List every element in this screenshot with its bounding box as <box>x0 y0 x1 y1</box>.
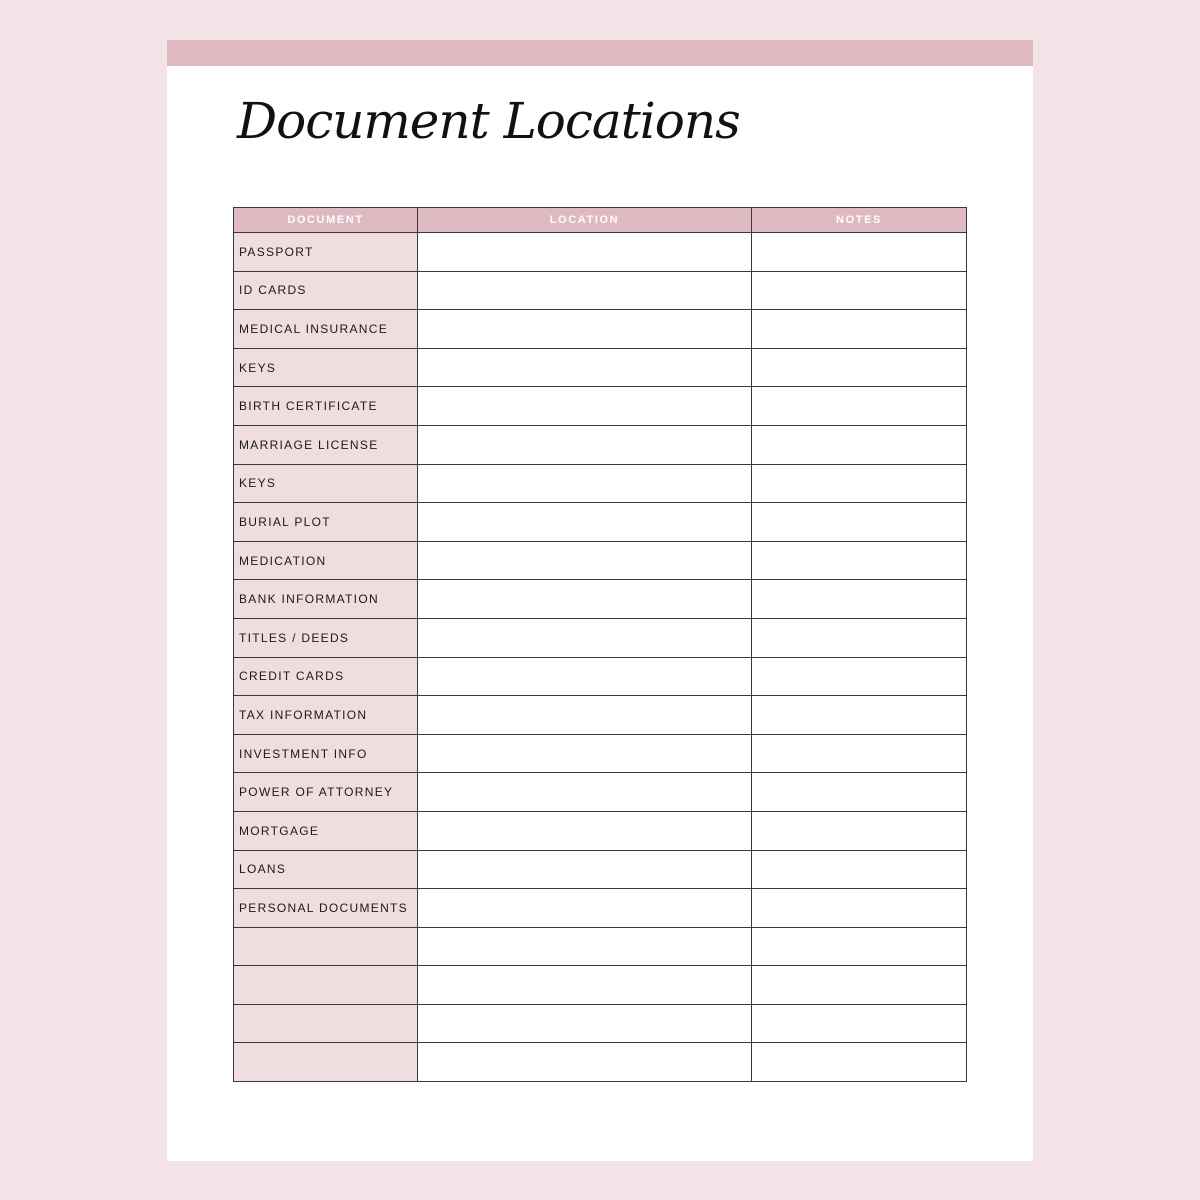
table-row <box>234 811 967 850</box>
notes-cell[interactable] <box>752 618 967 657</box>
document-locations-table <box>233 207 967 1082</box>
notes-cell[interactable] <box>752 850 967 889</box>
notes-cell[interactable] <box>752 580 967 619</box>
document-cell <box>234 1043 418 1082</box>
notes-cell[interactable] <box>752 657 967 696</box>
table-row <box>234 580 967 619</box>
document-cell <box>234 1004 418 1043</box>
location-cell[interactable] <box>418 425 752 464</box>
location-cell[interactable] <box>418 464 752 503</box>
document-cell: ID CARDS <box>234 271 418 310</box>
notes-cell[interactable] <box>752 310 967 349</box>
table-row <box>234 773 967 812</box>
location-cell[interactable] <box>418 1004 752 1043</box>
document-cell: POWER OF ATTORNEY <box>234 773 418 812</box>
table-row <box>234 966 967 1005</box>
location-cell[interactable] <box>418 618 752 657</box>
table-row <box>234 387 967 426</box>
table-row <box>234 889 967 928</box>
document-cell: MARRIAGE LICENSE <box>234 425 418 464</box>
notes-cell[interactable] <box>752 966 967 1005</box>
table-row <box>234 503 967 542</box>
notes-cell[interactable] <box>752 387 967 426</box>
document-cell: TITLES / DEEDS <box>234 618 418 657</box>
location-cell[interactable] <box>418 773 752 812</box>
table-row <box>234 464 967 503</box>
document-cell: CREDIT CARDS <box>234 657 418 696</box>
document-cell: MEDICATION <box>234 541 418 580</box>
location-cell[interactable] <box>418 541 752 580</box>
notes-cell[interactable] <box>752 541 967 580</box>
table-row <box>234 1004 967 1043</box>
table-row <box>234 271 967 310</box>
location-cell[interactable] <box>418 503 752 542</box>
document-cell: PERSONAL DOCUMENTS <box>234 889 418 928</box>
document-cell: MORTGAGE <box>234 811 418 850</box>
header-location: LOCATION <box>418 208 752 233</box>
document-cell: LOANS <box>234 850 418 889</box>
location-cell[interactable] <box>418 1043 752 1082</box>
notes-cell[interactable] <box>752 503 967 542</box>
table-body <box>234 233 967 1082</box>
notes-cell[interactable] <box>752 1043 967 1082</box>
notes-cell[interactable] <box>752 811 967 850</box>
table-row <box>234 348 967 387</box>
notes-cell[interactable] <box>752 425 967 464</box>
location-cell[interactable] <box>418 966 752 1005</box>
table-row <box>234 696 967 735</box>
location-cell[interactable] <box>418 927 752 966</box>
location-cell[interactable] <box>418 734 752 773</box>
table-row <box>234 425 967 464</box>
header-document: DOCUMENT <box>234 208 418 233</box>
location-cell[interactable] <box>418 811 752 850</box>
location-cell[interactable] <box>418 657 752 696</box>
table-row <box>234 850 967 889</box>
notes-cell[interactable] <box>752 271 967 310</box>
document-cell: PASSPORT <box>234 233 418 272</box>
location-cell[interactable] <box>418 696 752 735</box>
table-header-row <box>234 208 967 233</box>
document-cell: KEYS <box>234 348 418 387</box>
planner-page <box>167 40 1033 1161</box>
location-cell[interactable] <box>418 580 752 619</box>
header-notes: NOTES <box>752 208 967 233</box>
document-cell <box>234 966 418 1005</box>
notes-cell[interactable] <box>752 734 967 773</box>
document-cell: BIRTH CERTIFICATE <box>234 387 418 426</box>
table-row <box>234 541 967 580</box>
document-cell <box>234 927 418 966</box>
top-accent-bar <box>167 40 1033 66</box>
table-row <box>234 1043 967 1082</box>
location-cell[interactable] <box>418 348 752 387</box>
document-cell: INVESTMENT INFO <box>234 734 418 773</box>
notes-cell[interactable] <box>752 348 967 387</box>
document-cell: MEDICAL INSURANCE <box>234 310 418 349</box>
location-cell[interactable] <box>418 310 752 349</box>
location-cell[interactable] <box>418 850 752 889</box>
notes-cell[interactable] <box>752 1004 967 1043</box>
location-cell[interactable] <box>418 233 752 272</box>
notes-cell[interactable] <box>752 464 967 503</box>
notes-cell[interactable] <box>752 773 967 812</box>
table-row <box>234 657 967 696</box>
table-row <box>234 927 967 966</box>
location-cell[interactable] <box>418 271 752 310</box>
location-cell[interactable] <box>418 889 752 928</box>
notes-cell[interactable] <box>752 927 967 966</box>
table-row <box>234 310 967 349</box>
notes-cell[interactable] <box>752 889 967 928</box>
notes-cell[interactable] <box>752 696 967 735</box>
document-cell: TAX INFORMATION <box>234 696 418 735</box>
notes-cell[interactable] <box>752 233 967 272</box>
document-cell: BURIAL PLOT <box>234 503 418 542</box>
location-cell[interactable] <box>418 387 752 426</box>
document-cell: KEYS <box>234 464 418 503</box>
table-row <box>234 618 967 657</box>
page-title: Document Locations <box>237 92 740 150</box>
document-cell: BANK INFORMATION <box>234 580 418 619</box>
table-row <box>234 734 967 773</box>
table-row <box>234 233 967 272</box>
